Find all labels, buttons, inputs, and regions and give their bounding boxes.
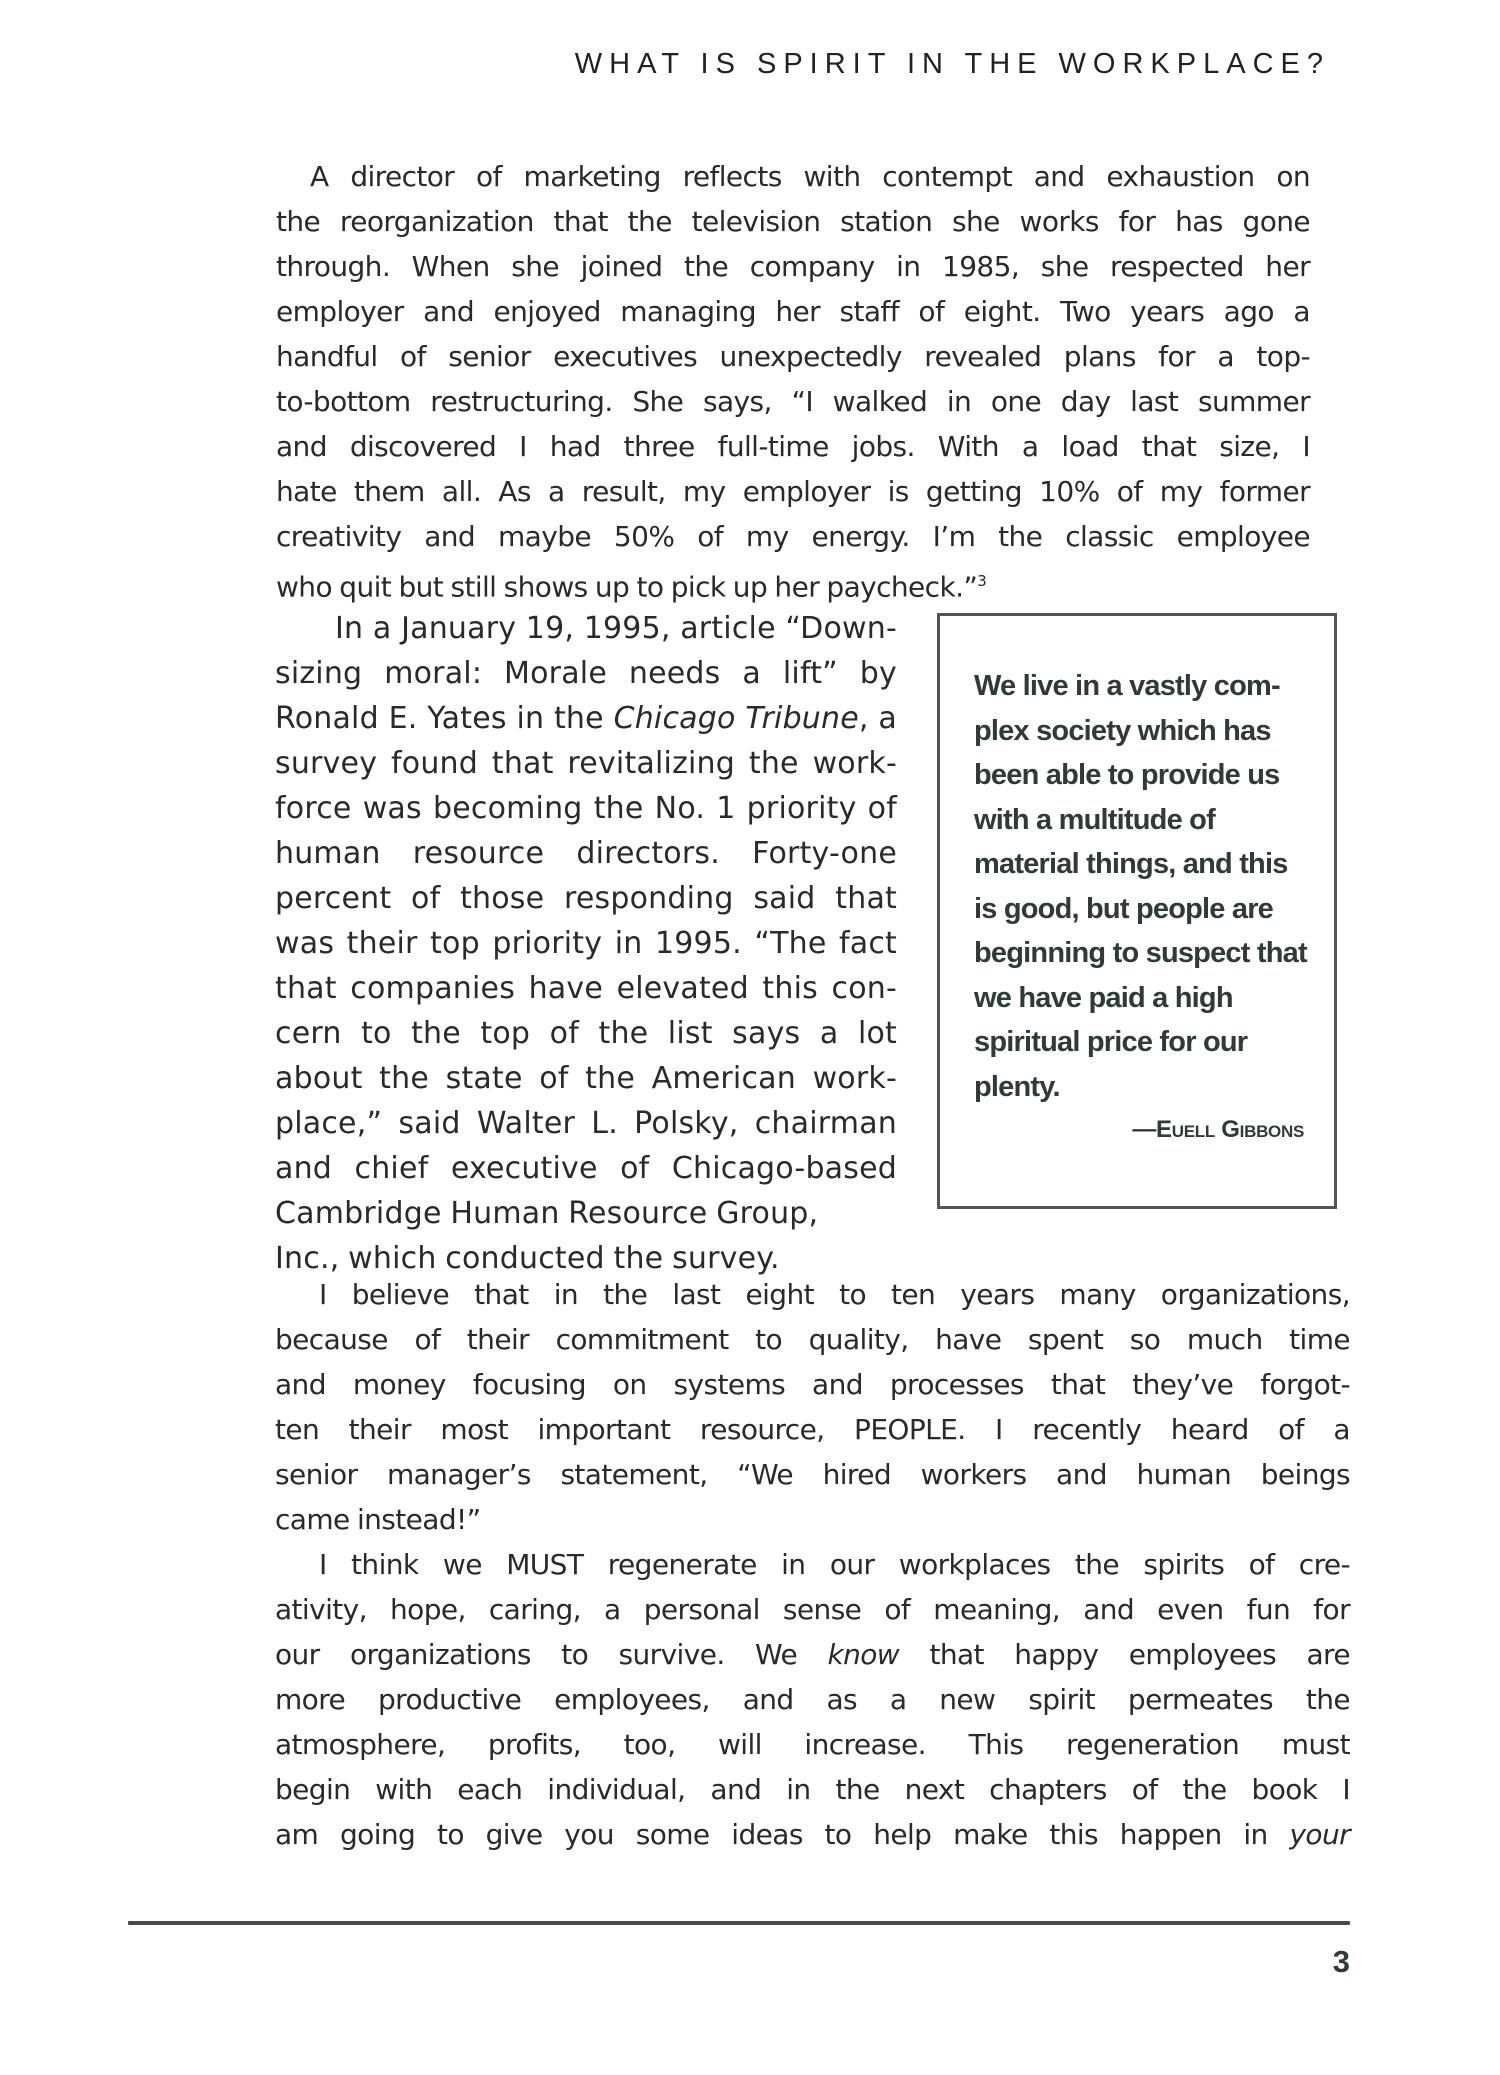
text-line: and discovered I had three full-time jobs. With a load that size, I [276, 430, 1310, 463]
emphasis-your: your [1289, 1818, 1350, 1851]
text-line: sizing moral: Morale needs a lift” by [275, 656, 897, 691]
text-line: survey found that revitalizing the work- [275, 746, 897, 781]
text-line: the reorganization that the television station she works for has gone [276, 205, 1310, 238]
page-number: 3 [1332, 1944, 1350, 1979]
text-line [276, 559, 1310, 609]
text-line: was their top priority in 1995. “The fact [275, 926, 897, 961]
paragraph-director-of-marketing [276, 154, 1310, 609]
text-line: Cambridge Human Resource Group, [275, 1196, 819, 1231]
pull-quote-box [937, 613, 1337, 1209]
quote-line: spiritual price for our [974, 1026, 1248, 1058]
publication-title: Chicago Tribune [613, 701, 859, 736]
text-line: employer and enjoyed managing her staff of eight. Two years ago a [276, 295, 1310, 328]
text-line: force was becoming the No. 1 priority of [275, 791, 897, 826]
text-line-content: , a [858, 701, 897, 736]
pull-quote-text [974, 664, 1314, 1109]
text-line: because of their commitment to quality, have spent so much time [275, 1323, 1350, 1356]
quote-line: with a multitude of [974, 803, 1215, 836]
text-line: begin with each individual, and in the next chapters of the book I [275, 1773, 1350, 1806]
text-line: and money focusing on systems and processes that they’ve forgot- [275, 1368, 1350, 1401]
text-line: percent of those responding said that [275, 881, 897, 916]
text-line: more productive employees, and as a new spirit permeates the [275, 1683, 1350, 1716]
text-line-content: our organizations to survive. We [275, 1638, 828, 1671]
emphasis-know: know [827, 1638, 900, 1671]
text-line: through. When she joined the company in 1985, she respected her [276, 250, 1310, 283]
quote-attribution: —Euell Gibbons [1132, 1116, 1304, 1143]
running-head: WHAT IS SPIRIT IN THE WORKPLACE? [574, 48, 1330, 80]
text-line: A director of marketing reflects with contempt and exhaustion on [310, 160, 1310, 193]
lower-text-block [275, 1272, 1350, 1857]
text-line: cern to the top of the list says a lot [275, 1016, 897, 1051]
text-line: human resource directors. Forty-one [275, 836, 897, 871]
footnote-marker: 3 [977, 572, 987, 590]
text-line: atmosphere, profits, too, will increase. This regeneration must [275, 1728, 1350, 1761]
text-line-content: who quit but still shows up to pick up her paycheck.” [276, 570, 978, 604]
text-line [275, 1632, 1350, 1677]
paragraph-chicago-tribune-survey [275, 606, 897, 1281]
text-line: handful of senior executives unexpectedly revealed plans for a top- [276, 340, 1310, 373]
text-line-content: Ronald E. Yates in the [275, 701, 614, 736]
quote-line: We live in a vastly com- [974, 670, 1280, 702]
text-line: place,” said Walter L. Polsky, chairman [275, 1106, 897, 1141]
quote-line: plenty. [974, 1070, 1060, 1103]
text-line: to-bottom restructuring. She says, “I walked in one day last summer [276, 385, 1310, 418]
quote-line: beginning to suspect that [974, 937, 1307, 969]
text-line: ativity, hope, caring, a personal sense of meaning, and even fun for [275, 1593, 1350, 1626]
text-line: In a January 19, 1995, article “Down- [335, 611, 897, 646]
text-line: came instead!” [275, 1503, 481, 1536]
text-line-content: that happy employees are [899, 1638, 1350, 1671]
quote-line: is good, but people are [974, 892, 1274, 925]
text-line: ten their most important resource, PEOPLE. I recently heard of a [275, 1413, 1350, 1446]
text-line: that companies have elevated this con- [275, 971, 897, 1006]
text-line: hate them all. As a result, my employer is getting 10% of my former [276, 475, 1310, 508]
quote-line: material things, and this [974, 848, 1288, 880]
text-line [275, 696, 897, 741]
quote-line: plex society which has [974, 714, 1271, 747]
text-line: I believe that in the last eight to ten years many organizations, [319, 1278, 1350, 1311]
paragraph-people-resource [275, 1272, 1350, 1542]
text-line: and chief executive of Chicago-based [275, 1151, 897, 1186]
text-line: creativity and maybe 50% of my energy. I’m the classic employee [276, 520, 1310, 553]
text-line: Inc., which conducted the survey. [275, 1241, 780, 1276]
quote-line: we have paid a high [974, 981, 1233, 1014]
text-line-content: am going to give you some ideas to help make this happen in [275, 1818, 1290, 1851]
paragraph-must-regenerate [275, 1542, 1350, 1857]
text-line [275, 1812, 1350, 1857]
text-line: I think we MUST regenerate in our workplaces the spirits of cre- [319, 1548, 1350, 1581]
footer-rule [128, 1921, 1350, 1925]
text-line: senior manager’s statement, “We hired workers and human beings [275, 1458, 1350, 1491]
quote-line: been able to provide us [974, 759, 1280, 791]
text-line: about the state of the American work- [275, 1061, 897, 1096]
